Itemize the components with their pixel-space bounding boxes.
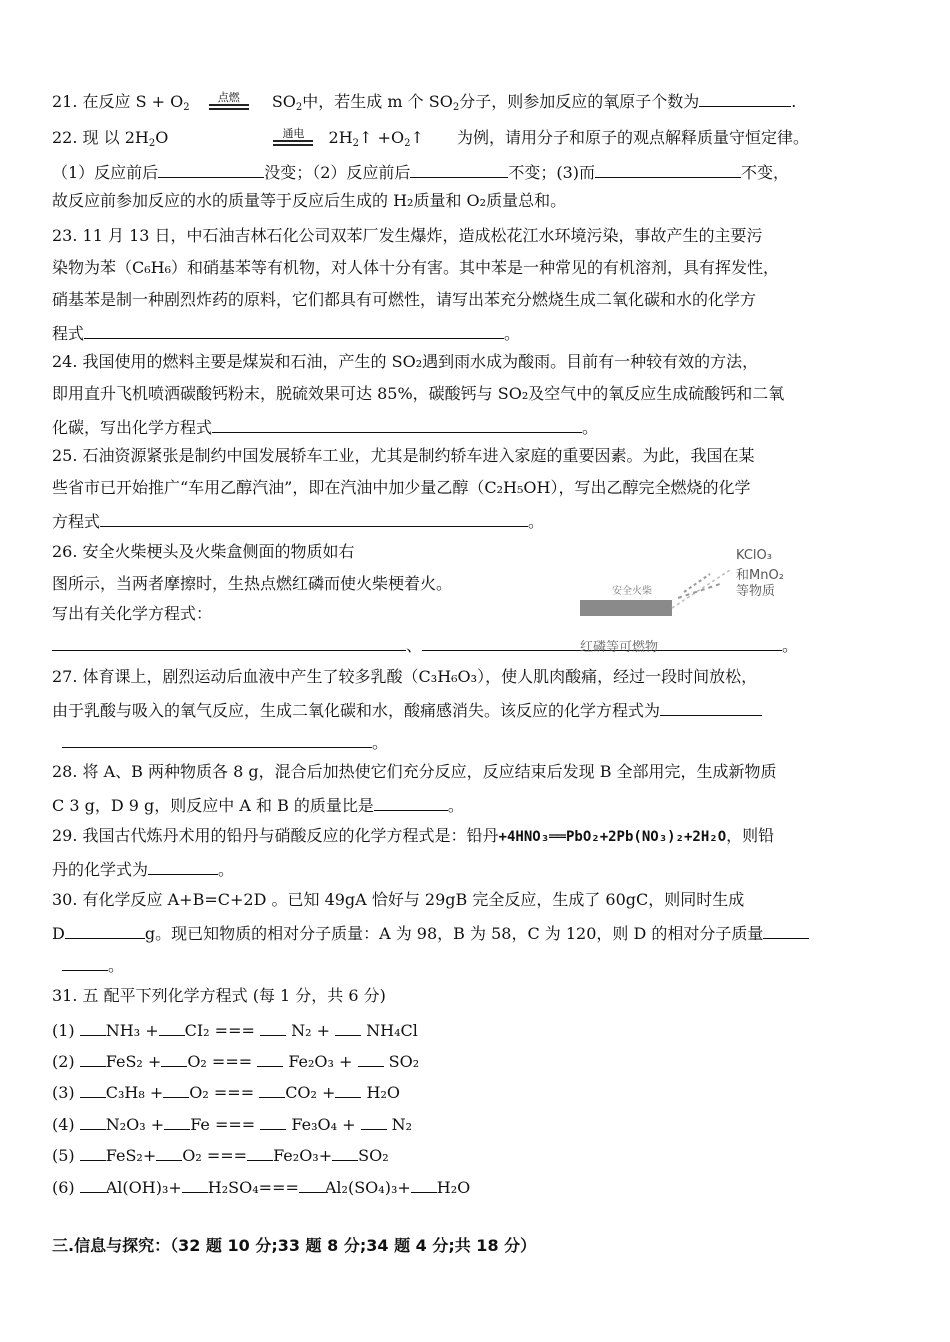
coefficient-blank[interactable] bbox=[80, 1050, 106, 1067]
coefficient-blank[interactable] bbox=[163, 1081, 189, 1098]
coefficient-blank[interactable] bbox=[161, 1050, 187, 1067]
q29-equation: +4HNO₃══PbO₂+2Pb(NO₃)₂+2H₂O bbox=[498, 829, 727, 845]
answer-blank[interactable] bbox=[699, 90, 791, 107]
q26-line2: 图所示，当两者摩擦时，生热点燃红磷而使火柴梗着火。 bbox=[52, 574, 453, 593]
balance-equation-4 bbox=[52, 1113, 412, 1135]
answer-blank[interactable] bbox=[158, 161, 264, 178]
answer-blank[interactable] bbox=[52, 634, 406, 651]
q27-line3: 。 bbox=[52, 731, 388, 753]
q27-line1: 27. 体育课上，剧烈运动后血液中产生了较多乳酸（C₃H₆O₃），使人肌肉酸痛，经过一段时间放松， bbox=[52, 667, 758, 686]
coefficient-blank[interactable] bbox=[332, 1144, 358, 1161]
equation-number: (3) bbox=[52, 1083, 80, 1102]
coefficient-blank[interactable] bbox=[156, 1144, 182, 1161]
coefficient-blank[interactable] bbox=[335, 1019, 361, 1036]
coefficient-blank[interactable] bbox=[299, 1176, 325, 1193]
coefficient-blank[interactable] bbox=[358, 1050, 384, 1067]
equation-term: SO₂ bbox=[383, 1052, 420, 1071]
q24-line3: 化碳，写出化学方程式 。 bbox=[52, 418, 599, 437]
answer-blank[interactable] bbox=[374, 794, 448, 811]
fig-label-mno2: 和MnO₂ bbox=[736, 568, 784, 583]
balance-equation-1 bbox=[52, 1019, 418, 1041]
q23-line4: 程式 。 bbox=[52, 324, 521, 343]
coefficient-blank[interactable] bbox=[257, 1050, 283, 1067]
equation-term: Al₂(SO₄)₃+ bbox=[324, 1178, 411, 1197]
equation-term: Al(OH)₃+ bbox=[105, 1178, 182, 1197]
equation-number: (5) bbox=[52, 1146, 80, 1165]
answer-blank[interactable] bbox=[595, 161, 741, 178]
reaction-condition: 通电 bbox=[273, 128, 313, 146]
match-figure bbox=[580, 540, 810, 660]
coefficient-blank[interactable] bbox=[260, 1113, 286, 1130]
equation-number: (4) bbox=[52, 1115, 80, 1134]
q28-line1: 28. 将 A、B 两种物质各 8 g，混合后加热使它们充分反应，反应结束后发现 B 全部用完，生成新物质 bbox=[52, 762, 777, 781]
equation-number: (2) bbox=[52, 1052, 80, 1071]
coefficient-blank[interactable] bbox=[411, 1176, 437, 1193]
coefficient-blank[interactable] bbox=[80, 1113, 106, 1130]
balance-equation-5 bbox=[52, 1144, 389, 1166]
q29-line2: 丹的化学式为 。 bbox=[52, 860, 235, 879]
equation-term: Fe₂O₃ + bbox=[283, 1052, 358, 1071]
q29-line1: 29. 我国古代炼丹术用的铅丹与硝酸反应的化学方程式是：铅丹+4HNO₃══PbO₂+2Pb(NO₃)₂+2H₂O，则铅 bbox=[52, 826, 775, 845]
q25-line1: 25. 石油资源紧张是制约中国发展轿车工业，尤其是制约轿车进入家庭的重要因素。为此，我国在某 bbox=[52, 446, 755, 465]
coefficient-blank[interactable] bbox=[80, 1019, 106, 1036]
q23-line1: 23. 11 月 13 日，中石油吉林石化公司双苯厂发生爆炸，造成松花江水环境污染，事故产生的主要污 bbox=[52, 226, 763, 245]
coefficient-blank[interactable] bbox=[80, 1144, 106, 1161]
answer-blank[interactable] bbox=[212, 416, 582, 433]
equation-term: NH₄Cl bbox=[361, 1021, 418, 1040]
balance-equation-2 bbox=[52, 1050, 419, 1072]
q30-line3: 。 bbox=[52, 954, 124, 976]
coefficient-blank[interactable] bbox=[182, 1176, 208, 1193]
equation-term: C₃H₈ + bbox=[105, 1083, 164, 1102]
coefficient-blank[interactable] bbox=[259, 1081, 285, 1098]
answer-blank[interactable] bbox=[65, 922, 145, 939]
equation-term: Fe₃O₄ + bbox=[286, 1115, 361, 1134]
equation-term: O₂ === bbox=[187, 1052, 258, 1071]
q22-line3: 故反应前参加反应的水的质量等于反应后生成的 H₂质量和 O₂质量总和。 bbox=[52, 191, 567, 210]
coefficient-blank[interactable] bbox=[247, 1144, 273, 1161]
q26-line1: 26. 安全火柴梗头及火柴盒侧面的物质如右 bbox=[52, 542, 355, 561]
balance-equation-6 bbox=[52, 1176, 470, 1198]
equation-term: N₂ + bbox=[285, 1021, 336, 1040]
answer-blank[interactable] bbox=[763, 922, 809, 939]
q24-line2: 即用直升飞机喷洒碳酸钙粉末，脱硫效果可达 85%，碳酸钙与 SO₂及空气中的氧反应生成硫酸钙和二氧 bbox=[52, 384, 785, 403]
answer-blank[interactable] bbox=[100, 510, 528, 527]
q25-line3: 方程式 。 bbox=[52, 512, 545, 531]
equation-term: Fe === bbox=[190, 1115, 261, 1134]
q27-line2: 由于乳酸与吸入的氧气反应，生成二氧化碳和水，酸痛感消失。该反应的化学方程式为 bbox=[52, 699, 762, 721]
equation-term: O₂ === bbox=[182, 1146, 248, 1165]
equation-number: (6) bbox=[52, 1178, 80, 1197]
answer-blank[interactable] bbox=[410, 161, 508, 178]
coefficient-blank[interactable] bbox=[260, 1019, 286, 1036]
answer-blank[interactable] bbox=[62, 731, 372, 748]
equation-term: H₂SO₄=== bbox=[207, 1178, 299, 1197]
answer-blank[interactable] bbox=[660, 699, 762, 716]
equation-term: N₂O₃ + bbox=[105, 1115, 165, 1134]
equation-number: (1) bbox=[52, 1021, 80, 1040]
equation-term: H₂O bbox=[361, 1083, 401, 1102]
equation-term: H₂O bbox=[436, 1178, 471, 1197]
equation-term: N₂ bbox=[386, 1115, 413, 1134]
equation-term: O₂ === bbox=[189, 1083, 260, 1102]
equation-term: NH₃ + bbox=[105, 1021, 159, 1040]
q23-line2: 染物为苯（C₆H₆）和硝基苯等有机物，对人体十分有害。其中苯是一种常见的有机溶剂，具有挥发性， bbox=[52, 258, 780, 277]
fig-label-match: 安全火柴 bbox=[612, 586, 652, 597]
q31-title: 31. 五 配平下列化学方程式 (每 1 分，共 6 分) bbox=[52, 986, 386, 1005]
equation-term: Fe₂O₃+ bbox=[273, 1146, 333, 1165]
equation-term: SO₂ bbox=[358, 1146, 389, 1165]
fig-label-etc: 等物质 bbox=[736, 584, 776, 599]
q28-line2: C 3 g，D 9 g，则反应中 A 和 B 的质量比是 。 bbox=[52, 796, 464, 815]
equation-term: CO₂ + bbox=[285, 1083, 336, 1102]
coefficient-blank[interactable] bbox=[159, 1019, 185, 1036]
q23-line3: 硝基苯是制一种剧烈炸药的原料，它们都具有可燃性，请写出苯充分燃烧生成二氧化碳和水的化学方 bbox=[52, 290, 757, 309]
q26-line3: 写出有关化学方程式： bbox=[52, 604, 213, 623]
q24-line1: 24. 我国使用的燃料主要是煤炭和石油，产生的 SO₂遇到雨水成为酸雨。目前有一种较有效的方法， bbox=[52, 352, 759, 371]
coefficient-blank[interactable] bbox=[361, 1113, 387, 1130]
q26-line4: 、 。 bbox=[52, 634, 798, 656]
equation-term: FeS₂+ bbox=[105, 1146, 157, 1165]
q22-line2: （1）反应前后 没变；（2）反应前后 不变；(3)而 不变， bbox=[52, 163, 790, 182]
q21-line: 21. 在反应 $S + O_2$ 点燃 $SO_2$中，若生成 m 个 $SO_2$分子，则参加反应的氧原子个数为 . bbox=[52, 91, 797, 113]
coefficient-blank[interactable] bbox=[80, 1081, 106, 1098]
answer-blank[interactable] bbox=[148, 858, 218, 875]
balance-equation-3 bbox=[52, 1081, 400, 1103]
equation-term: FeS₂ + bbox=[105, 1052, 162, 1071]
coefficient-blank[interactable] bbox=[335, 1081, 361, 1098]
answer-blank[interactable] bbox=[84, 322, 504, 339]
reaction-condition: 点燃 bbox=[209, 92, 249, 110]
equation-term: CI₂ === bbox=[184, 1021, 260, 1040]
fig-label-phosphorus: 红磷等可燃物 bbox=[580, 640, 659, 655]
coefficient-blank[interactable] bbox=[164, 1113, 190, 1130]
coefficient-blank[interactable] bbox=[80, 1176, 106, 1193]
q22-line1: 22. 现 以 $2H_2O$ 通电 $2H_2↑$ $+O_2↑$ 为例，请用分子和原子的观点解释质量守恒定律。 bbox=[52, 127, 809, 149]
answer-blank[interactable] bbox=[62, 954, 108, 971]
section-3-heading: 三.信息与探究：（32 题 10 分;33 题 8 分;34 题 4 分;共 18 分） bbox=[52, 1236, 537, 1255]
q30-line1: 30. 有化学反应 A+B=C+2D 。已知 49gA 恰好与 29gB 完全反应，生成了 60gC，则同时生成 bbox=[52, 890, 745, 909]
q30-line2: D g。现已知物质的相对分子质量：A 为 98，B 为 58，C 为 120，则 D 的相对分子质量 bbox=[52, 922, 809, 944]
q25-line2: 些省市已开始推广“车用乙醇汽油”，即在汽油中加少量乙醇（C₂H₅OH），写出乙醇完全燃烧的化学 bbox=[52, 478, 751, 497]
fig-label-kclo3: KClO₃ bbox=[736, 548, 772, 563]
